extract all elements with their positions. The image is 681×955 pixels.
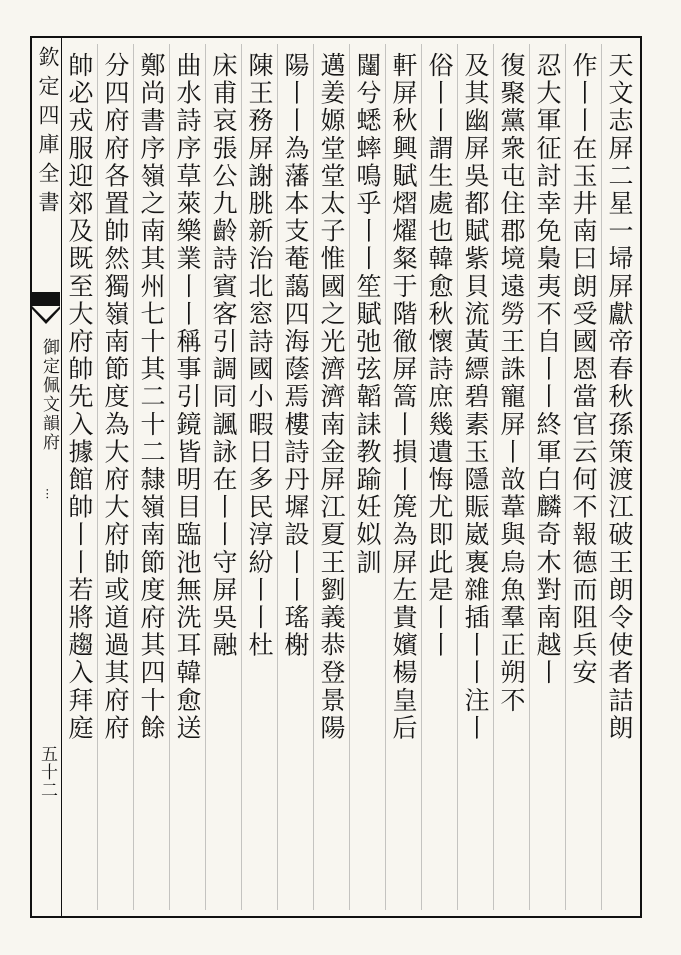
- fish-tail-icon: [32, 306, 60, 326]
- text-column-16: 帥必戎服迎郊及既至大府帥先入據館帥丨丨若將趨入拜庭: [65, 52, 94, 742]
- text-column-10: 陽丨丨為藩本支菴藹四海蔭焉樓詩丹墀設丨丨瑤榭: [281, 52, 310, 660]
- gutter-dots: ···: [40, 488, 54, 500]
- text-column-15: 分四府府各置帥然獨嶺南節度為大府大府帥或道過其府府: [101, 52, 130, 742]
- text-column-9: 邁姜嫄堂堂太子惟國之光濟濟南金屏江夏王劉義恭登景陽: [317, 52, 346, 742]
- text-column-7: 軒屏秋興賦熠燿粲于階徹屏篙丨損丨箎為屏左貴嬪楊皇后: [389, 52, 418, 742]
- page-number: 五十二: [37, 745, 57, 799]
- text-column-8: 闥兮蟋蟀鳴乎丨丨笙賦弛弦韜誄教踰妊姒訓: [353, 52, 382, 577]
- text-column-2: 作丨丨在玉井南曰朗受國恩當官云何不報德而阻兵安: [569, 52, 598, 687]
- text-column-5: 及其幽屏吳都賦紫貝流黃縹碧素玉隱賑崴褢雜插丨丨注丨: [461, 52, 490, 742]
- text-column-4: 復聚黨衆屯住郡境遠勞王誅寵屏丨敨葦與烏魚羣正朔不: [497, 52, 526, 715]
- text-column-12: 床甫哀張公九齡詩賓客引調同諷詠在丨丨守屏吳融: [209, 52, 238, 660]
- text-column-11: 陳王務屏謝朓新治北窓詩國小暇日多民淳紛丨丨杜: [245, 52, 274, 660]
- book-title: 欽定四庫全書: [36, 46, 60, 220]
- fish-tail-mark: [32, 292, 60, 306]
- text-columns: [62, 44, 634, 910]
- text-column-13: 曲水詩序草萊樂業丨丨稱事引鏡皆明目臨池無洗耳韓愈送: [173, 52, 202, 742]
- volume-title: 御定佩文韻府: [39, 338, 59, 452]
- text-column-14: 鄭尚書序嶺之南其州七十其二十二隸嶺南節度府其四十餘: [137, 52, 166, 742]
- text-column-3: 忍大軍征討幸免梟夷不自丨丨終軍白麟奇木對南越丨: [533, 52, 562, 687]
- text-column-1: 天文志屏二星一埽屏獻帝春秋孫策渡江破王朗令使者詰朗: [605, 52, 634, 742]
- text-column-6: 俗丨丨謂生處也韓愈秋懷詩庶幾遺悔尤即此是丨丨: [425, 52, 454, 660]
